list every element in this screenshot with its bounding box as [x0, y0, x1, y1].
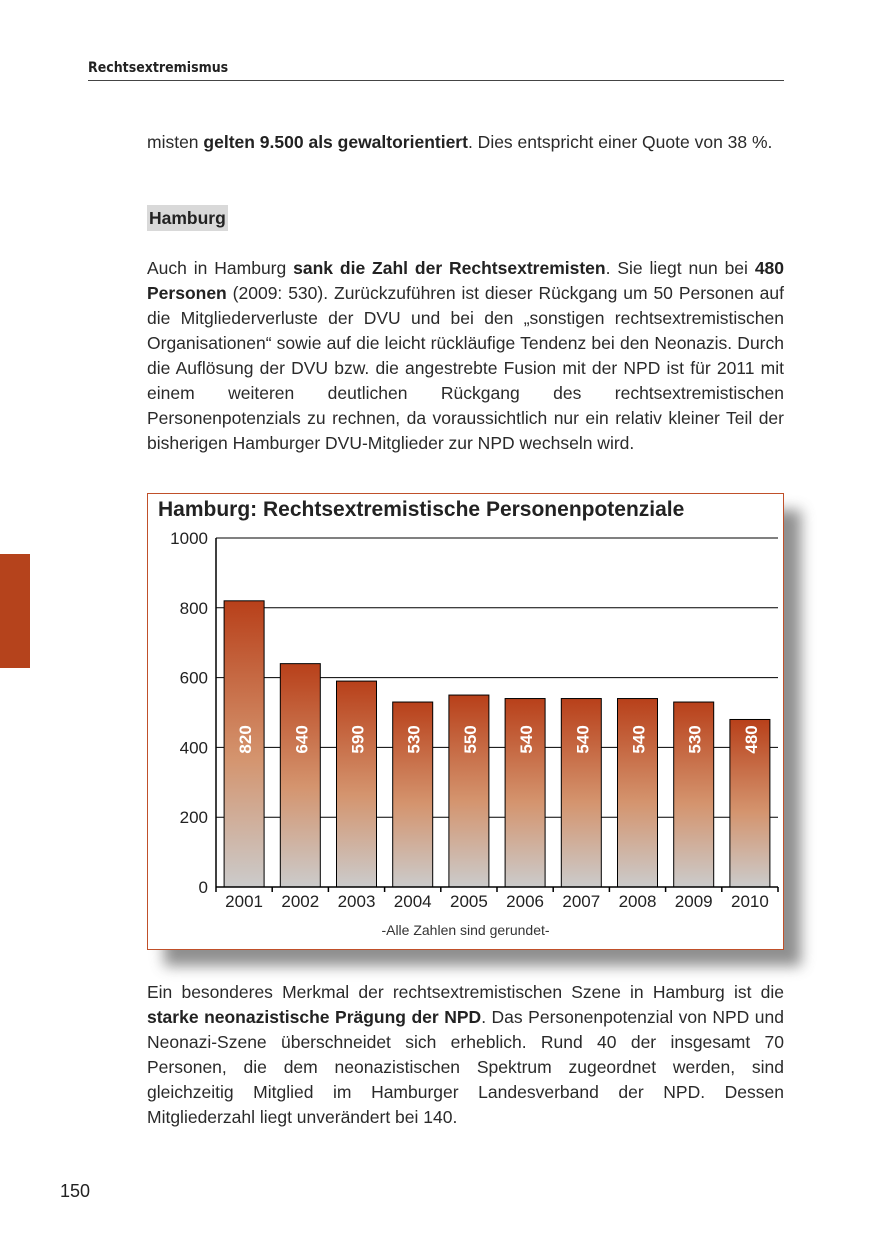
y-tick-label: 1000 [170, 529, 208, 548]
bar-2005 [449, 695, 489, 887]
y-tick-label: 200 [179, 808, 208, 828]
x-tick-label: 2010 [730, 892, 769, 911]
bar-value-label: 540 [573, 725, 593, 754]
bar-value-label: 480 [741, 725, 761, 754]
x-tick-label: 2005 [449, 892, 488, 911]
y-tick-label: 0 [198, 878, 208, 897]
y-tick-label: 800 [179, 598, 208, 618]
paragraph-intro [147, 130, 784, 155]
bar-value-label: 540 [629, 725, 649, 754]
page-number: 150 [60, 1181, 91, 1201]
y-tick-label: 400 [179, 738, 208, 758]
bar-value-label: 550 [460, 725, 480, 754]
chart-footnote: -Alle Zahlen sind gerundet- [381, 922, 550, 938]
x-tick-label: 2003 [337, 892, 376, 911]
bar-2003 [337, 681, 377, 887]
bar-value-label: 530 [685, 725, 705, 754]
bar-value-label: 820 [236, 725, 256, 754]
x-tick-label: 2006 [506, 892, 545, 911]
y-tick-label: 600 [179, 668, 208, 688]
chapter-side-tab [0, 554, 30, 668]
bar-value-label: 590 [348, 725, 368, 754]
bar-value-label: 530 [404, 725, 424, 754]
text-run: . Dies entspricht einer Quote von 38 %. [467, 132, 773, 152]
x-tick-label: 2001 [225, 892, 264, 911]
text-run: Auch in Hamburg [147, 258, 294, 278]
bar-2002 [280, 664, 320, 887]
bold-run: sank die Zahl der Rechtsextremisten [293, 258, 606, 278]
x-tick-label: 2008 [618, 892, 657, 911]
chart-title: Hamburg: Rechtsextremistische Personenpotenziale [158, 498, 685, 521]
x-tick-label: 2002 [281, 892, 320, 911]
bold-run: 480 Personen [147, 258, 785, 303]
bar-chart [148, 494, 783, 949]
bold-run: starke neonazistische Prägung der NPD [147, 1007, 482, 1027]
x-tick-label: 2004 [393, 892, 432, 911]
running-header: Rechtsextremismus [88, 60, 784, 81]
paragraph-npd [147, 980, 784, 1130]
text-run: (2009: 530). Zurückzuführen ist dieser Rückgang um 50 Personen auf die Mitgliederverluste der DVU und bei den „sonstigen rechtsextremistischen Organisationen“ sowie auf die leicht rückläufige Tendenz bei den Neonazis. Durch die Auflösung der DVU bzw. die angestrebte Fusion mit der NPD ist für 2011 mit einem weiteren deutlichen Rückgang des rechtsextremistischen Personenpotenzials zu rechnen, da voraussichtlich nur ein relativ kleiner Teil der bisherigen Hamburger DVU-Mitglieder zur NPD wechseln wird. [147, 283, 784, 453]
bar-value-label: 540 [517, 725, 537, 754]
bold-run: gelten 9.500 als gewaltorientiert [203, 132, 468, 152]
text-run: . Das Personenpotenzial von NPD und Neonazi-Szene überschneidet sich erheblich. Rund 40 der insgesamt 70 Personen, die dem neonazistischen Spektrum zugeordnet werden, sind gleichzeitig Mitglied im Hamburger Landesverband der NPD. Dessen Mitgliederzahl liegt unverändert bei 140. [147, 1007, 784, 1127]
text-run: Ein besonderes Merkmal der rechtsextremistischen Szene in Hamburg ist die [147, 982, 784, 1002]
chart-container [147, 493, 784, 950]
text-run: misten [147, 132, 204, 152]
x-tick-label: 2009 [674, 892, 713, 911]
text-run: . Sie liegt nun bei [605, 258, 755, 278]
bar-value-label: 640 [292, 725, 312, 754]
section-heading: Hamburg [147, 205, 228, 231]
paragraph-hamburg [147, 256, 784, 456]
x-tick-label: 2007 [562, 892, 601, 911]
